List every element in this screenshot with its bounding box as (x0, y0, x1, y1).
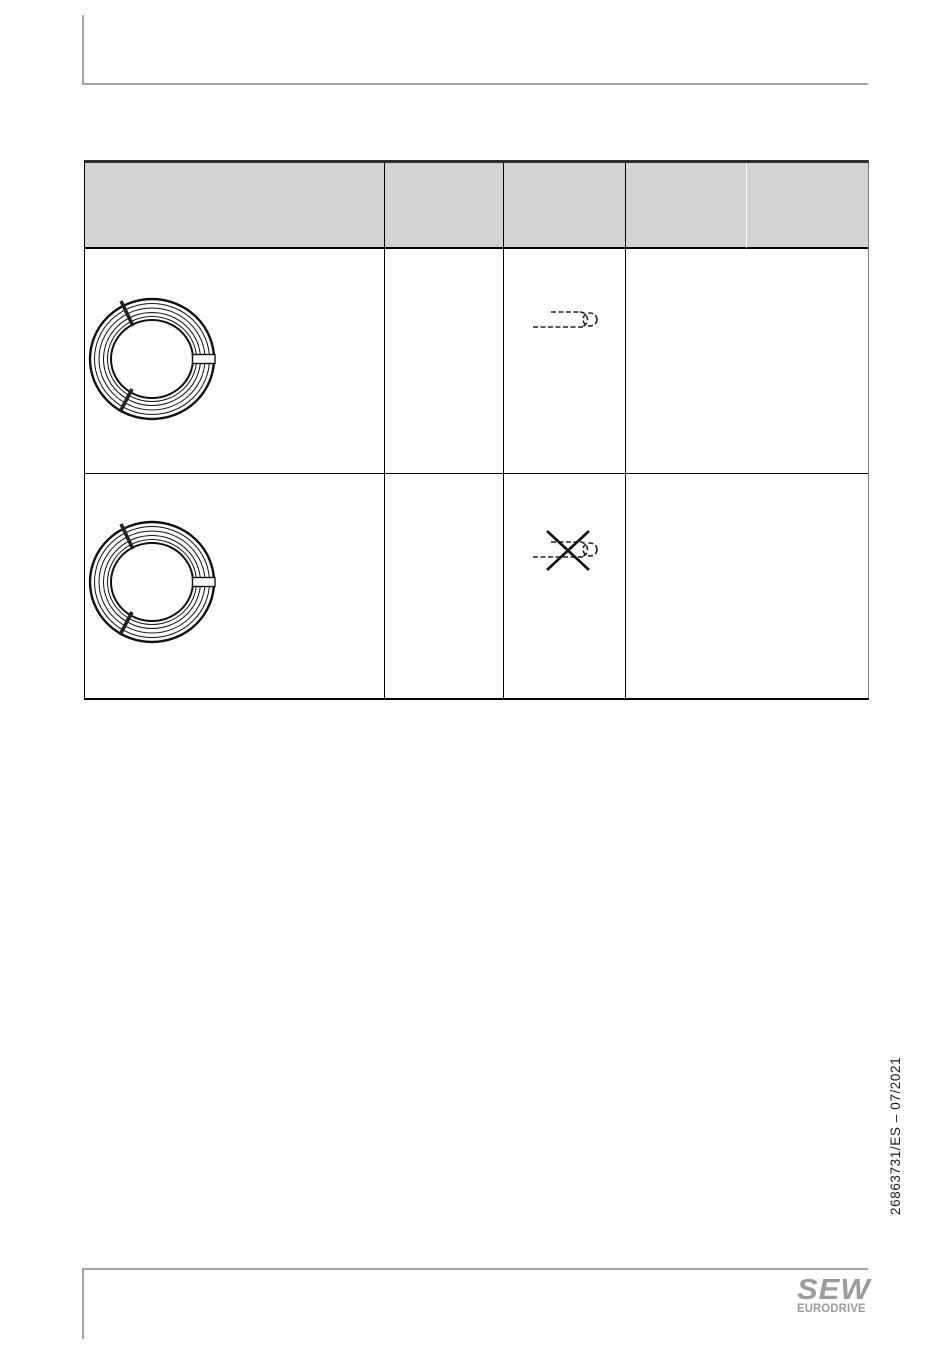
wire-end-ferrule-dashed-icon (525, 295, 605, 345)
header-corner-tick (82, 15, 84, 84)
footer-rule (82, 1268, 868, 1270)
table-row1-cell-4 (626, 249, 747, 474)
table-header-cell-2 (385, 163, 504, 249)
wire-end-ferrule-dashed-crossed-out-icon (525, 525, 605, 575)
table-header-cell-4 (626, 163, 747, 249)
table-header-cell-1 (85, 163, 385, 249)
table-row1-cell-5 (747, 249, 868, 474)
footer-corner-tick (82, 1268, 84, 1339)
sew-eurodrive-logo (797, 1273, 871, 1315)
cable-coil-drawing (88, 518, 216, 646)
logo-text-sew: SEW (797, 1273, 871, 1306)
header-rule (82, 83, 868, 85)
document-code: 26863731/ES – 07/2021 (888, 1056, 903, 1215)
table-row1-cell-2 (385, 249, 504, 474)
table-row2-cell-5 (747, 474, 868, 698)
logo-text-eurodrive: EURODRIVE (797, 1303, 866, 1315)
table-row1-symbol-cell (504, 249, 626, 474)
table-row2-cell-4 (626, 474, 747, 698)
table-row2-illustration-cell (85, 474, 385, 698)
table-header-cell-3 (504, 163, 626, 249)
table-header-cell-5 (747, 163, 868, 249)
table-row2-cell-2 (385, 474, 504, 698)
cable-coil-handling-table (84, 160, 869, 700)
table-row1-illustration-cell (85, 249, 385, 474)
cable-coil-drawing (88, 295, 216, 423)
table-row2-symbol-cell (504, 474, 626, 698)
